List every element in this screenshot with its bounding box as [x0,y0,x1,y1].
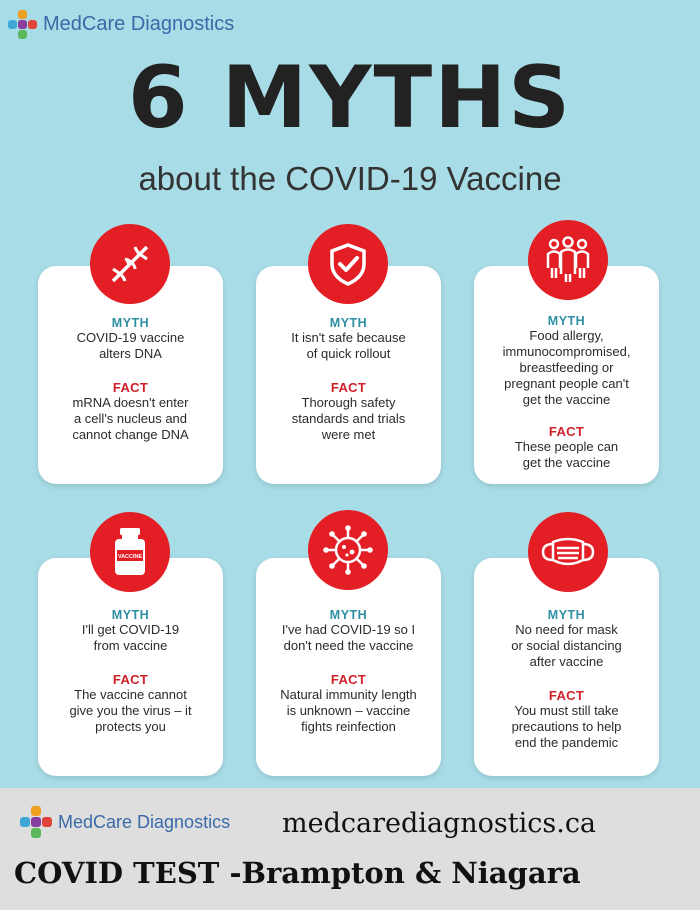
fact-label: FACT [548,424,585,439]
myth-label: MYTH [111,608,150,622]
myth-text: I've had COVID-19 so I don't need the vaccine [281,622,416,653]
myth-text: No need for mask or social distancing after vaccine [511,622,622,669]
footer-banner [0,788,700,910]
myth-text: I'll get COVID-19 from vaccine [81,622,180,653]
page-subtitle: about the COVID-19 Vaccine [138,160,562,197]
fact-text: The vaccine cannot give you the virus – it protects you [69,687,192,734]
covid-test-locations: COVID TEST -Brampton & Niagara [14,856,581,890]
face-mask-icon [528,512,608,592]
brand-name: MedCare Diagnostics [43,13,235,35]
myth-text: Food allergy, immunocompromised, breastfeeding or pregnant people can't get the vaccine [502,328,631,407]
vaccine-vial-icon [90,512,170,592]
fact-label: FACT [112,380,149,395]
fact-label: FACT [330,380,367,395]
myth-label: MYTH [329,316,368,330]
footer-brand-name: MedCare Diagnostics [58,811,231,832]
people-group-icon [528,220,608,300]
website-link[interactable]: medcarediagnostics.ca [282,808,597,839]
myth-label: MYTH [547,608,586,622]
myth-text: It isn't safe because of quick rollout [291,330,406,361]
fact-text: Thorough safety standards and trials were met [291,395,406,442]
myth-label: MYTH [111,316,150,330]
myth-label: MYTH [329,608,368,622]
fact-label: FACT [112,672,149,687]
fact-label: FACT [330,672,367,687]
fact-text: These people can get the vaccine [514,439,619,470]
vial-label: VACCINE [117,554,143,560]
dna-icon [90,224,170,304]
fact-text: mRNA doesn't enter a cell's nucleus and cannot change DNA [72,395,189,442]
shield-check-icon [308,224,388,304]
myth-text: COVID-19 vaccine alters DNA [76,330,185,361]
fact-text: Natural immunity length is unknown – vaccine fights reinfection [280,687,417,734]
fact-label: FACT [548,688,585,703]
virus-icon [308,510,388,590]
myth-label: MYTH [547,314,586,328]
myth-card [256,558,441,776]
page-title: 6 MYTHS [127,48,573,148]
brand-logo[interactable] [8,10,234,39]
medcare-logo-icon [8,10,37,39]
medcare-logo-icon [20,806,52,838]
fact-text: You must still take precautions to help end the pandemic [511,703,622,750]
footer-brand-logo[interactable] [20,806,230,838]
